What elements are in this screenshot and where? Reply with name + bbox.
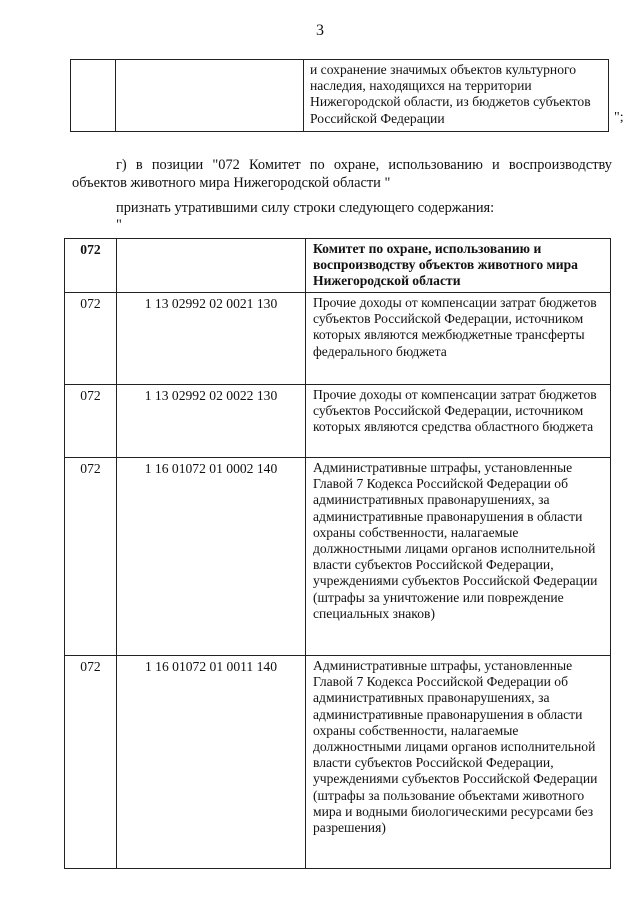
table-row xyxy=(65,293,611,385)
repealed-rows-table xyxy=(64,238,611,869)
table-row xyxy=(65,458,611,656)
name-cell: Административные штрафы, установленные Главой 7 Кодекса Российской Федерации об административных правонарушениях, за административные правонарушения в области охраны собственности, налагаемые должностными лицами органов исполнительной власти субъектов Российской Федерации, учреждениями субъектов Российской Федерации (штрафы за уничтожение или повреждение специальных знаков) xyxy=(306,458,611,656)
kbk-cell: 1 13 02992 02 0021 130 xyxy=(117,293,306,385)
kbk-cell xyxy=(117,239,306,293)
continuation-table xyxy=(70,59,609,132)
table-row xyxy=(65,239,611,293)
closing-quote: "; xyxy=(614,110,624,125)
name-cell: и сохранение значимых объектов культурного наследия, находящихся на территории Нижегородской области, из бюджетов субъектов Российской Федерации xyxy=(304,60,609,132)
name-cell: Административные штрафы, установленные Главой 7 Кодекса Российской Федерации об административных правонарушениях, за административные правонарушения в области охраны собственности, налагаемые должностными лицами органов исполнительной власти субъектов Российской Федерации, учреждениями субъектов Российской Федерации (штрафы за пользование объектами животного мира и водными биологическими ресурсами без разрешения) xyxy=(306,656,611,869)
name-cell: Прочие доходы от компенсации затрат бюджетов субъектов Российской Федерации, источником которых являются средства областного бюджета xyxy=(306,385,611,458)
name-cell: Прочие доходы от компенсации затрат бюджетов субъектов Российской Федерации, источником которых являются межбюджетные трансферты федерального бюджета xyxy=(306,293,611,385)
code-cell: 072 xyxy=(65,239,117,293)
code-cell: 072 xyxy=(65,293,117,385)
code-cell: 072 xyxy=(65,385,117,458)
kbk-cell: 1 16 01072 01 0011 140 xyxy=(117,656,306,869)
opening-quote: " xyxy=(116,217,122,233)
code-cell: 072 xyxy=(65,656,117,869)
code-cell: 072 xyxy=(65,458,117,656)
amendment-paragraph: г) в позиции "072 Комитет по охране, использованию и воспроизводству объектов животного мира Нижегородской области " xyxy=(72,157,612,191)
table-row xyxy=(71,60,609,132)
kbk-cell xyxy=(116,60,304,132)
name-cell: Комитет по охране, использованию и воспроизводству объектов животного мира Нижегородской области xyxy=(306,239,611,293)
table-row xyxy=(65,385,611,458)
table-row xyxy=(65,656,611,869)
page-number: 3 xyxy=(316,22,324,39)
code-cell xyxy=(71,60,116,132)
kbk-cell: 1 13 02992 02 0022 130 xyxy=(117,385,306,458)
kbk-cell: 1 16 01072 01 0002 140 xyxy=(117,458,306,656)
instruction-paragraph: признать утратившими силу строки следующего содержания: xyxy=(116,200,495,216)
